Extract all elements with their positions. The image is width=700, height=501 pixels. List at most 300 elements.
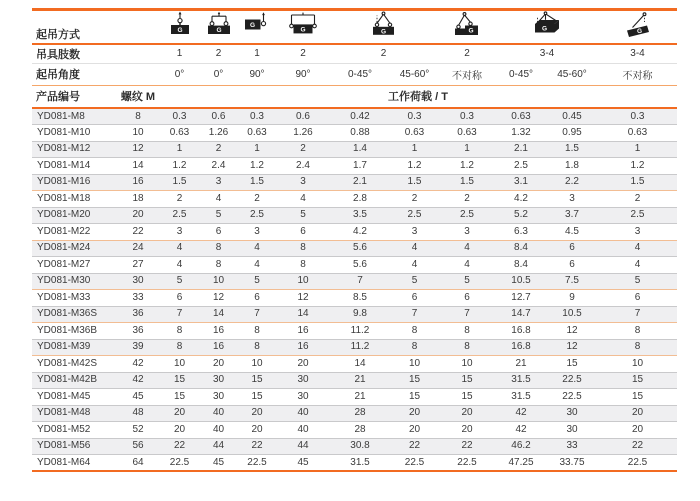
angle-value: 45-60°	[546, 63, 598, 85]
load-value: 1.8	[546, 158, 598, 175]
load-value: 42	[496, 422, 546, 439]
load-value: 20	[200, 356, 237, 373]
thread-size: 56	[117, 438, 159, 455]
load-value: 3	[237, 224, 277, 241]
load-value: 1	[598, 141, 677, 158]
legs-count: 2	[438, 44, 496, 63]
load-value: 6	[598, 290, 677, 307]
load-value: 2.1	[496, 141, 546, 158]
lifting-method-row	[32, 10, 677, 45]
load-value: 20	[438, 405, 496, 422]
load-value: 1.26	[277, 125, 329, 142]
load-value: 10	[598, 356, 677, 373]
table-row	[32, 125, 677, 142]
thread-size: 22	[117, 224, 159, 241]
lifting-angle-row	[32, 63, 677, 85]
angle-value: 0°	[200, 63, 237, 85]
load-value: 3	[159, 224, 200, 241]
table-row	[32, 108, 677, 125]
load-value: 20	[391, 405, 438, 422]
load-value: 6	[546, 257, 598, 274]
load-value: 16	[277, 323, 329, 340]
load-value: 5	[391, 273, 438, 290]
load-value: 2.5	[237, 207, 277, 224]
load-value: 15	[598, 389, 677, 406]
thread-size-label: 螺纹 M	[117, 85, 159, 108]
thread-size: 10	[117, 125, 159, 142]
load-value: 0.95	[546, 125, 598, 142]
load-value: 10.5	[546, 306, 598, 323]
load-value: 7	[438, 306, 496, 323]
load-value: 2.5	[159, 207, 200, 224]
load-value: 0.3	[159, 108, 200, 125]
load-value: 8	[237, 339, 277, 356]
load-value: 3	[598, 224, 677, 241]
product-code: YD081-M18	[32, 191, 117, 208]
table-row	[32, 356, 677, 373]
load-value: 15	[391, 372, 438, 389]
load-value: 9	[546, 290, 598, 307]
load-value: 4	[391, 240, 438, 257]
load-value: 14	[277, 306, 329, 323]
load-value: 22	[159, 438, 200, 455]
load-value: 6	[438, 290, 496, 307]
lift-side-single-icon	[242, 11, 272, 37]
load-value: 2	[159, 191, 200, 208]
load-value: 10	[159, 356, 200, 373]
load-value: 8.4	[496, 257, 546, 274]
load-value: 1	[438, 141, 496, 158]
load-value: 22.5	[237, 455, 277, 472]
load-value: 7.5	[546, 273, 598, 290]
load-value: 2	[237, 191, 277, 208]
load-value: 0.6	[277, 108, 329, 125]
load-value: 2	[391, 191, 438, 208]
load-value: 3	[391, 224, 438, 241]
product-code: YD081-M42S	[32, 356, 117, 373]
load-value: 5	[237, 273, 277, 290]
load-value: 22.5	[598, 455, 677, 472]
table-row	[32, 290, 677, 307]
load-value: 2.2	[546, 174, 598, 191]
load-value: 45	[277, 455, 329, 472]
load-value: 28	[329, 422, 391, 439]
load-value: 12	[200, 290, 237, 307]
load-value: 8	[598, 339, 677, 356]
product-code: YD081-M36S	[32, 306, 117, 323]
angle-value: 90°	[237, 63, 277, 85]
table-row	[32, 339, 677, 356]
table-row	[32, 455, 677, 472]
load-value: 6	[546, 240, 598, 257]
load-value: 7	[391, 306, 438, 323]
svg-text:G: G	[215, 27, 222, 35]
lift-sling-multi-leg-icon	[532, 11, 562, 37]
load-value: 8	[391, 339, 438, 356]
load-value: 5.6	[329, 240, 391, 257]
load-value: 5	[598, 273, 677, 290]
load-value: 12	[546, 323, 598, 340]
table-body	[32, 108, 677, 471]
product-code: YD081-M20	[32, 207, 117, 224]
load-value: 1.32	[496, 125, 546, 142]
load-value: 8	[159, 339, 200, 356]
load-value: 22	[237, 438, 277, 455]
thread-size: 36	[117, 306, 159, 323]
load-value: 0.3	[598, 108, 677, 125]
load-value: 10	[237, 356, 277, 373]
load-value: 22.5	[438, 455, 496, 472]
load-value: 2.1	[329, 174, 391, 191]
thread-size: 30	[117, 273, 159, 290]
load-value: 30	[546, 422, 598, 439]
load-value: 47.25	[496, 455, 546, 472]
load-value: 10.5	[496, 273, 546, 290]
load-value: 1	[391, 141, 438, 158]
load-value: 10	[200, 273, 237, 290]
load-value: 45	[200, 455, 237, 472]
load-value: 30	[546, 405, 598, 422]
load-value: 22.5	[391, 455, 438, 472]
load-value: 4.2	[329, 224, 391, 241]
table-row	[32, 141, 677, 158]
legs-count: 1	[159, 44, 200, 63]
load-value: 1.5	[598, 174, 677, 191]
thread-size: 14	[117, 158, 159, 175]
load-value: 5	[277, 207, 329, 224]
load-value: 2.8	[329, 191, 391, 208]
load-value: 0.63	[598, 125, 677, 142]
product-code: YD081-M24	[32, 240, 117, 257]
table-row	[32, 323, 677, 340]
load-value: 0.63	[496, 108, 546, 125]
angle-value: 45-60°	[391, 63, 438, 85]
load-value: 1.2	[438, 158, 496, 175]
load-value: 5.6	[329, 257, 391, 274]
load-value: 1.5	[438, 174, 496, 191]
load-value: 5	[159, 273, 200, 290]
load-value: 42	[496, 405, 546, 422]
lift-sling-two-leg-icon	[369, 11, 399, 37]
load-value: 3	[200, 174, 237, 191]
load-value: 9.8	[329, 306, 391, 323]
angle-value: 0°	[159, 63, 200, 85]
load-value: 31.5	[496, 372, 546, 389]
working-load-label: 工作荷载 / T	[159, 85, 677, 108]
load-value: 6.3	[496, 224, 546, 241]
svg-text:G: G	[380, 28, 386, 36]
load-value: 33.75	[546, 455, 598, 472]
load-value: 4	[159, 257, 200, 274]
legs-count: 2	[277, 44, 329, 63]
thread-size: 52	[117, 422, 159, 439]
load-value: 15	[159, 372, 200, 389]
load-value: 1.4	[329, 141, 391, 158]
load-value: 15	[391, 389, 438, 406]
load-value: 4	[237, 240, 277, 257]
load-value: 0.6	[200, 108, 237, 125]
table-row	[32, 158, 677, 175]
load-value: 2.5	[496, 158, 546, 175]
load-value: 4	[598, 240, 677, 257]
product-code: YD081-M30	[32, 273, 117, 290]
load-value: 22.5	[546, 372, 598, 389]
load-value: 8	[277, 257, 329, 274]
load-value: 20	[438, 422, 496, 439]
table-row	[32, 207, 677, 224]
load-value: 11.2	[329, 339, 391, 356]
lift-vertical-double-icon	[204, 11, 234, 37]
load-value: 1.2	[159, 158, 200, 175]
legs-count: 3-4	[598, 44, 677, 63]
load-value: 16.8	[496, 339, 546, 356]
load-value: 6	[277, 224, 329, 241]
product-code: YD081-M8	[32, 108, 117, 125]
load-value: 40	[277, 405, 329, 422]
product-code: YD081-M48	[32, 405, 117, 422]
load-value: 7	[159, 306, 200, 323]
lifting-angle-label: 起吊角度	[32, 63, 159, 85]
load-value: 12	[277, 290, 329, 307]
load-value: 8	[200, 257, 237, 274]
load-value: 5.2	[496, 207, 546, 224]
legs-count: 1	[237, 44, 277, 63]
sling-legs-row	[32, 44, 677, 63]
load-value: 10	[438, 356, 496, 373]
load-value: 20	[237, 405, 277, 422]
thread-size: 27	[117, 257, 159, 274]
load-value: 1.7	[329, 158, 391, 175]
load-value: 4.2	[496, 191, 546, 208]
angle-value: 0-45°	[496, 63, 546, 85]
load-value: 7	[237, 306, 277, 323]
load-value: 2.5	[598, 207, 677, 224]
load-value: 16	[200, 339, 237, 356]
load-value: 8	[598, 323, 677, 340]
load-value: 44	[277, 438, 329, 455]
svg-text:G: G	[300, 26, 306, 34]
load-value: 4	[237, 257, 277, 274]
load-value: 3.7	[546, 207, 598, 224]
thread-size: 42	[117, 356, 159, 373]
load-value: 44	[200, 438, 237, 455]
load-value: 4	[438, 257, 496, 274]
load-value: 3.1	[496, 174, 546, 191]
load-value: 8	[391, 323, 438, 340]
load-value: 22	[598, 438, 677, 455]
load-value: 2.4	[200, 158, 237, 175]
load-value: 0.63	[159, 125, 200, 142]
angle-value: 0-45°	[329, 63, 391, 85]
load-value: 2	[598, 191, 677, 208]
load-value: 7	[598, 306, 677, 323]
svg-text:G: G	[249, 22, 256, 29]
load-value: 30	[200, 372, 237, 389]
load-value: 20	[598, 405, 677, 422]
load-value: 33	[546, 438, 598, 455]
load-value: 6	[159, 290, 200, 307]
load-value: 15	[237, 372, 277, 389]
load-value: 3	[546, 191, 598, 208]
thread-size: 8	[117, 108, 159, 125]
thread-size: 24	[117, 240, 159, 257]
load-value: 8	[438, 323, 496, 340]
load-value: 14	[200, 306, 237, 323]
legs-count: 2	[200, 44, 237, 63]
thread-size: 42	[117, 372, 159, 389]
load-value: 28	[329, 405, 391, 422]
svg-text:G: G	[468, 27, 474, 35]
load-value: 4	[159, 240, 200, 257]
lift-sling-two-leg-asymmetric-icon	[452, 11, 482, 37]
load-value: 0.42	[329, 108, 391, 125]
product-code: YD081-M45	[32, 389, 117, 406]
load-value: 6	[391, 290, 438, 307]
product-code: YD081-M52	[32, 422, 117, 439]
thread-size: 18	[117, 191, 159, 208]
load-value: 4.5	[546, 224, 598, 241]
load-value: 2	[200, 141, 237, 158]
table-row	[32, 389, 677, 406]
load-value: 0.88	[329, 125, 391, 142]
svg-text:G: G	[636, 28, 642, 36]
load-value: 12	[546, 339, 598, 356]
load-value: 46.2	[496, 438, 546, 455]
load-value: 22.5	[159, 455, 200, 472]
caption-row	[32, 85, 677, 108]
load-value: 0.3	[391, 108, 438, 125]
angle-value: 90°	[277, 63, 329, 85]
load-value: 0.63	[237, 125, 277, 142]
load-value: 20	[391, 422, 438, 439]
load-value: 8	[200, 240, 237, 257]
load-value: 22.5	[546, 389, 598, 406]
product-code: YD081-M16	[32, 174, 117, 191]
load-value: 16	[200, 323, 237, 340]
load-value: 3.5	[329, 207, 391, 224]
table-row	[32, 191, 677, 208]
load-value: 15	[438, 389, 496, 406]
load-value: 22	[438, 438, 496, 455]
load-value: 1.26	[200, 125, 237, 142]
table-row	[32, 257, 677, 274]
load-value: 31.5	[496, 389, 546, 406]
load-value: 10	[277, 273, 329, 290]
load-value: 31.5	[329, 455, 391, 472]
product-code: YD081-M10	[32, 125, 117, 142]
table-row	[32, 306, 677, 323]
load-value: 6	[200, 224, 237, 241]
product-number-label: 产品编号	[32, 85, 117, 108]
table-row	[32, 405, 677, 422]
thread-size: 45	[117, 389, 159, 406]
load-value: 0.63	[391, 125, 438, 142]
product-code: YD081-M33	[32, 290, 117, 307]
load-value: 20	[159, 422, 200, 439]
load-value: 3	[277, 174, 329, 191]
lift-side-double-icon	[288, 11, 318, 37]
thread-size: 20	[117, 207, 159, 224]
load-value: 5	[438, 273, 496, 290]
load-value: 15	[598, 372, 677, 389]
load-value: 40	[277, 422, 329, 439]
load-value: 8	[237, 323, 277, 340]
load-value: 4	[438, 240, 496, 257]
thread-size: 16	[117, 174, 159, 191]
load-value: 2.5	[391, 207, 438, 224]
legs-count: 2	[329, 44, 438, 63]
load-value: 15	[237, 389, 277, 406]
thread-size: 48	[117, 405, 159, 422]
load-value: 2.5	[438, 207, 496, 224]
table-row	[32, 240, 677, 257]
lift-sling-multi-leg-asymmetric-icon	[623, 11, 653, 37]
thread-size: 12	[117, 141, 159, 158]
product-code: YD081-M36B	[32, 323, 117, 340]
table-row	[32, 273, 677, 290]
load-value: 1.2	[598, 158, 677, 175]
product-code: YD081-M14	[32, 158, 117, 175]
load-value: 1.5	[237, 174, 277, 191]
product-code: YD081-M27	[32, 257, 117, 274]
load-value: 3	[438, 224, 496, 241]
product-code: YD081-M42B	[32, 372, 117, 389]
angle-value: 不对称	[598, 63, 677, 85]
product-code: YD081-M64	[32, 455, 117, 472]
load-value: 15	[438, 372, 496, 389]
load-value: 2	[277, 141, 329, 158]
load-value: 22	[391, 438, 438, 455]
load-value: 40	[200, 405, 237, 422]
load-value: 4	[200, 191, 237, 208]
load-value: 4	[391, 257, 438, 274]
legs-count: 3-4	[496, 44, 598, 63]
load-value: 16.8	[496, 323, 546, 340]
lifting-method-label: 起吊方式	[32, 10, 159, 45]
product-code: YD081-M56	[32, 438, 117, 455]
product-code: YD081-M39	[32, 339, 117, 356]
load-value: 2	[438, 191, 496, 208]
load-value: 21	[329, 372, 391, 389]
load-value: 0.63	[438, 125, 496, 142]
sling-legs-label: 吊具肢数	[32, 44, 159, 63]
load-value: 30	[277, 372, 329, 389]
load-value: 8.5	[329, 290, 391, 307]
svg-text:G: G	[541, 25, 548, 33]
load-value: 1	[237, 141, 277, 158]
load-value: 20	[159, 405, 200, 422]
load-value: 15	[546, 356, 598, 373]
load-value: 6	[237, 290, 277, 307]
load-value: 21	[329, 389, 391, 406]
load-value: 5	[200, 207, 237, 224]
spec-table	[32, 8, 677, 472]
load-value: 14	[329, 356, 391, 373]
load-value: 40	[200, 422, 237, 439]
load-value: 2.4	[277, 158, 329, 175]
table-row	[32, 422, 677, 439]
product-code: YD081-M12	[32, 141, 117, 158]
load-value: 12.7	[496, 290, 546, 307]
load-value: 14.7	[496, 306, 546, 323]
load-value: 8.4	[496, 240, 546, 257]
table-row	[32, 174, 677, 191]
load-value: 0.3	[438, 108, 496, 125]
angle-value: 不对称	[438, 63, 496, 85]
load-value: 15	[159, 389, 200, 406]
load-value: 30	[200, 389, 237, 406]
load-value: 1.5	[546, 141, 598, 158]
